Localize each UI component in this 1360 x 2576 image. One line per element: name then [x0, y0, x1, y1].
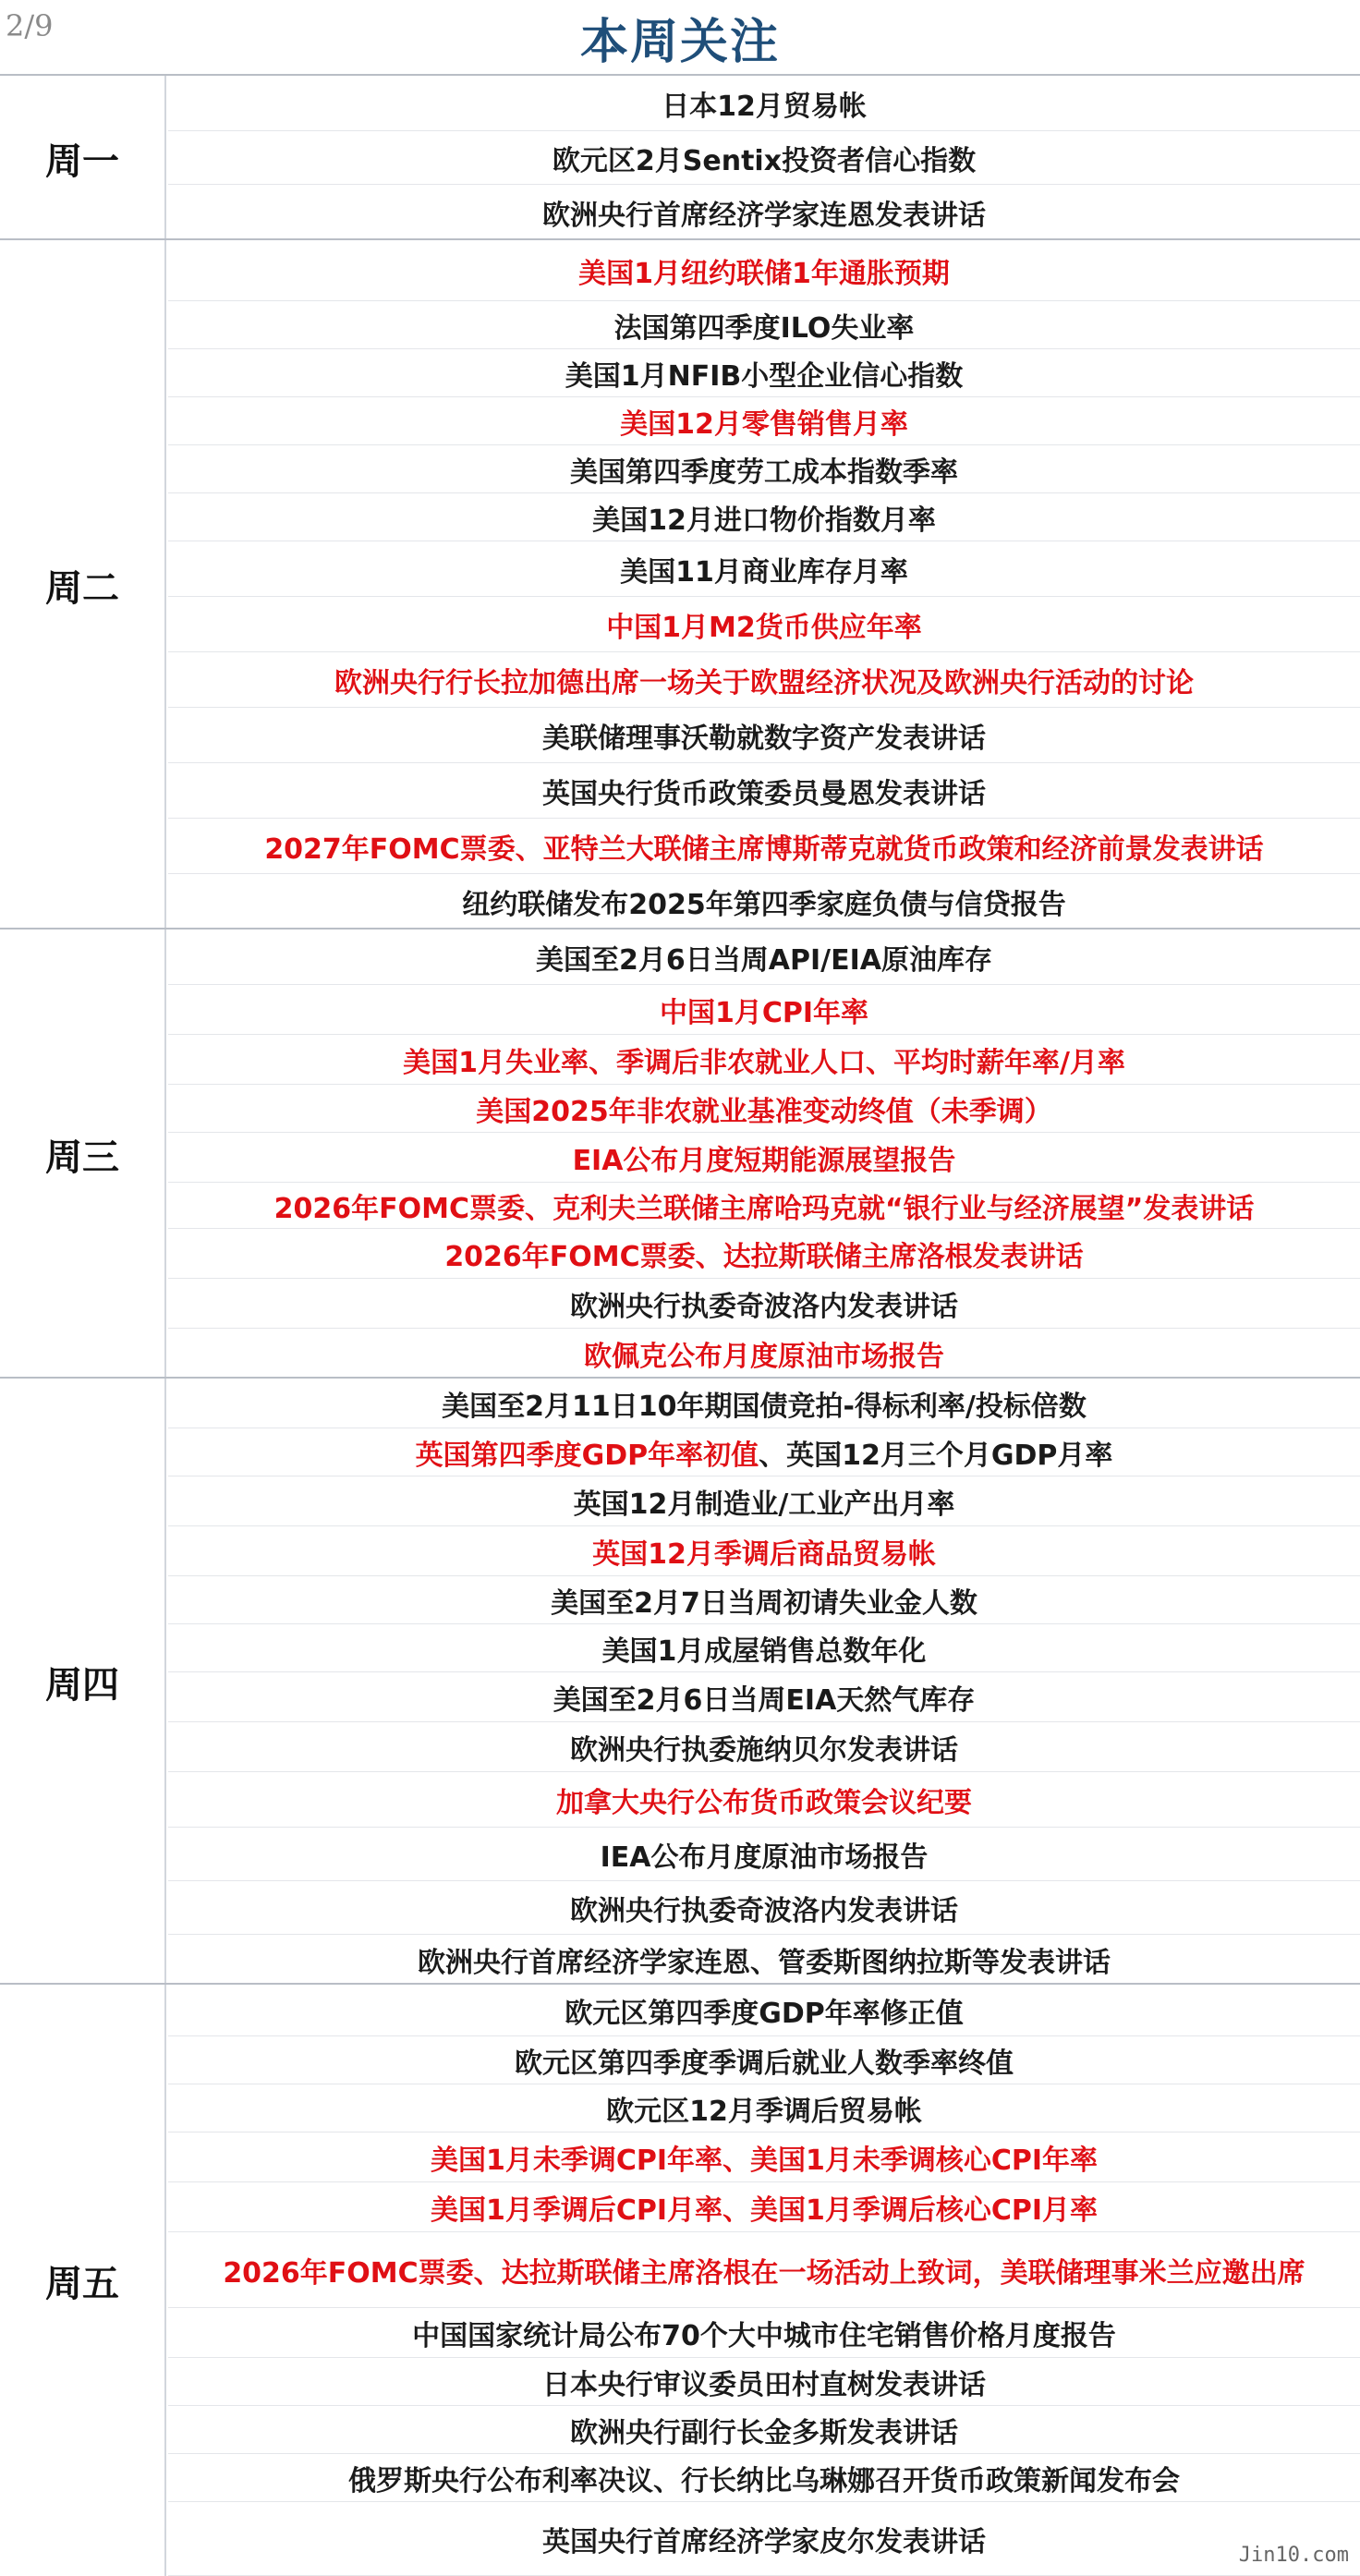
event-row: 中国1月M2货币供应年率	[168, 597, 1360, 652]
day-label: 周四	[0, 1379, 166, 1985]
day-label: 周二	[0, 240, 166, 930]
event-row: 美国至2月11日10年期国债竞拍-得标利率/投标倍数	[168, 1379, 1360, 1428]
page-indicator: 2/9	[6, 8, 54, 43]
event-row: 美国1月季调后CPI月率、美国1月季调后核心CPI月率	[168, 2182, 1360, 2232]
event-row: 欧洲央行执委奇波洛内发表讲话	[168, 1279, 1360, 1329]
event-text-segment: 英国第四季度GDP年率初值	[415, 1439, 759, 1472]
event-row: EIA公布月度短期能源展望报告	[168, 1133, 1360, 1183]
event-row: 美国至2月6日当周EIA天然气库存	[168, 1672, 1360, 1722]
day-block	[0, 238, 1360, 930]
event-row: 2026年FOMC票委、达拉斯联储主席洛根在一场活动上致词，美联储理事米兰应邀出席	[168, 2232, 1360, 2308]
event-row: 欧洲央行执委施纳贝尔发表讲话	[168, 1722, 1360, 1772]
event-row: 欧洲央行行长拉加德出席一场关于欧盟经济状况及欧洲央行活动的讨论	[168, 652, 1360, 708]
event-row: 美国至2月6日当周API/EIA原油库存	[168, 930, 1360, 985]
event-row: 2027年FOMC票委、亚特兰大联储主席博斯蒂克就货币政策和经济前景发表讲话	[168, 819, 1360, 874]
event-row: 美国11月商业库存月率	[168, 541, 1360, 597]
event-row: 美国12月进口物价指数月率	[168, 493, 1360, 541]
event-row: 欧元区2月Sentix投资者信心指数	[168, 131, 1360, 185]
day-label: 周一	[0, 76, 166, 240]
event-row: 美国2025年非农就业基准变动终值（未季调）	[168, 1085, 1360, 1133]
event-row: 法国第四季度ILO失业率	[168, 301, 1360, 349]
event-row: 美国1月成屋销售总数年化	[168, 1624, 1360, 1672]
day-block	[0, 1377, 1360, 1985]
event-row: 欧佩克公布月度原油市场报告	[168, 1329, 1360, 1379]
day-block	[0, 1983, 1360, 2576]
event-row: 英国央行货币政策委员曼恩发表讲话	[168, 763, 1360, 819]
event-row: 纽约联储发布2025年第四季家庭负债与信贷报告	[168, 874, 1360, 930]
event-row: 2026年FOMC票委、克利夫兰联储主席哈玛克就“银行业与经济展望”发表讲话	[168, 1183, 1360, 1229]
event-row: 美国至2月7日当周初请失业金人数	[168, 1576, 1360, 1624]
event-row: 欧元区第四季度季调后就业人数季率终值	[168, 2036, 1360, 2084]
event-row: 中国国家统计局公布70个大中城市住宅销售价格月度报告	[168, 2308, 1360, 2358]
day-block	[0, 928, 1360, 1379]
day-label: 周五	[0, 1985, 166, 2576]
event-row: 英国12月制造业/工业产出月率	[168, 1476, 1360, 1526]
page-title: 本周关注	[579, 14, 780, 70]
event-row: 欧洲央行执委奇波洛内发表讲话	[168, 1881, 1360, 1935]
event-row: 俄罗斯央行公布利率决议、行长纳比乌琳娜召开货币政策新闻发布会	[168, 2454, 1360, 2502]
event-row: 美国1月失业率、季调后非农就业人口、平均时薪年率/月率	[168, 1035, 1360, 1085]
event-row: 美国1月纽约联储1年通胀预期	[168, 240, 1360, 301]
event-row: 美国第四季度劳工成本指数季率	[168, 445, 1360, 493]
event-row: 欧洲央行副行长金多斯发表讲话	[168, 2406, 1360, 2454]
event-row: 日本央行审议委员田村直树发表讲话	[168, 2358, 1360, 2406]
event-row: 中国1月CPI年率	[168, 985, 1360, 1035]
event-row: 美国1月未季调CPI年率、美国1月未季调核心CPI年率	[168, 2132, 1360, 2182]
event-row: 美联储理事沃勒就数字资产发表讲话	[168, 708, 1360, 763]
event-row: 欧元区12月季调后贸易帐	[168, 2084, 1360, 2132]
event-text-segment: 、英国12月三个月GDP月率	[759, 1439, 1113, 1472]
event-row: 英国12月季调后商品贸易帐	[168, 1526, 1360, 1576]
event-row: 欧元区第四季度GDP年率修正值	[168, 1985, 1360, 2036]
event-row: 日本12月贸易帐	[168, 76, 1360, 131]
event-row: 英国央行首席经济学家皮尔发表讲话	[168, 2502, 1360, 2576]
event-row: IEA公布月度原油市场报告	[168, 1828, 1360, 1881]
event-row: 加拿大央行公布货币政策会议纪要	[168, 1772, 1360, 1828]
event-row: 欧洲央行首席经济学家连恩、管委斯图纳拉斯等发表讲话	[168, 1935, 1360, 1985]
event-row: 欧洲央行首席经济学家连恩发表讲话	[168, 185, 1360, 240]
event-row	[168, 1428, 1360, 1476]
day-block	[0, 74, 1360, 240]
event-row: 美国12月零售销售月率	[168, 397, 1360, 445]
event-row: 2026年FOMC票委、达拉斯联储主席洛根发表讲话	[168, 1229, 1360, 1279]
watermark: Jin10.com	[1238, 2544, 1349, 2567]
day-label: 周三	[0, 930, 166, 1379]
event-row: 美国1月NFIB小型企业信心指数	[168, 349, 1360, 397]
